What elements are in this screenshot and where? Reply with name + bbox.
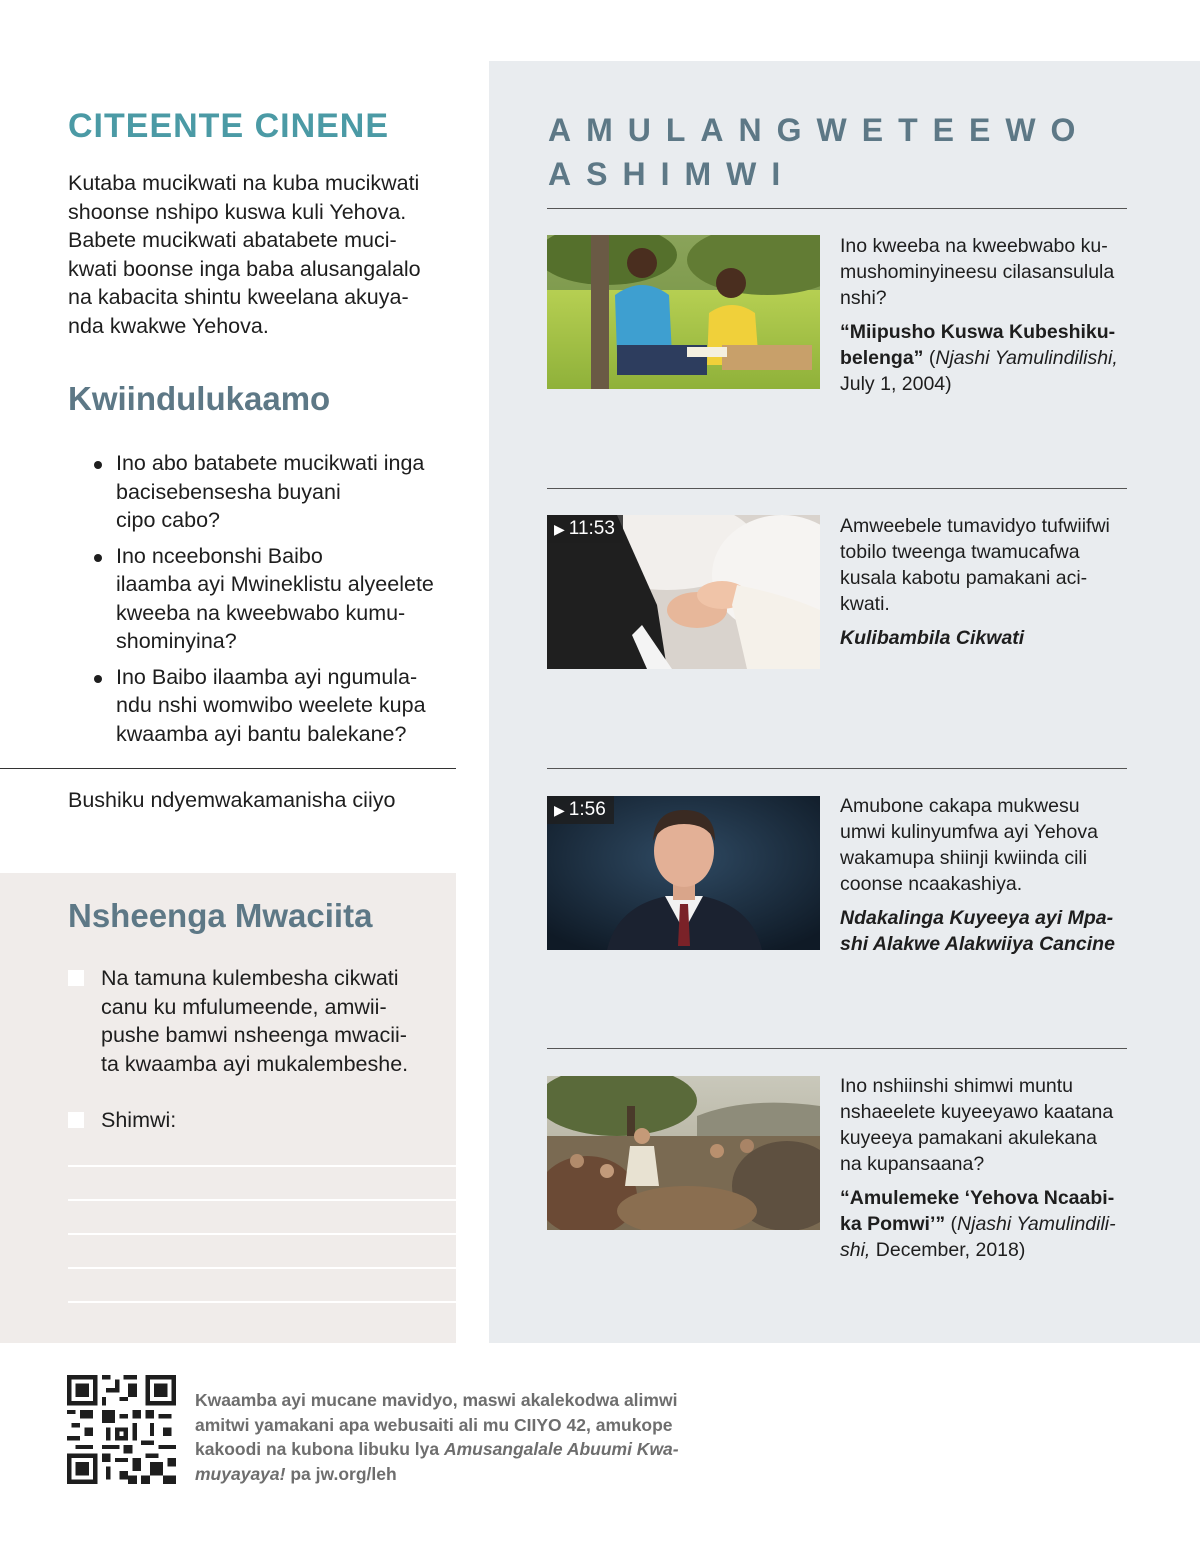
video-duration-badge: ▶ 1:56 — [547, 796, 614, 824]
video-duration-badge: ▶ 11:53 — [547, 515, 623, 543]
question-item: Ino Baibo ilaamba ayi ngumula- ndu nshi womwibo weelete kupa kwaamba ayi bantu balekane? — [94, 663, 456, 749]
play-icon: ▶ — [554, 521, 565, 537]
resource-text: Ino kweeba na kweebwabo ku- mushominyineesu cilasansulula nshi? “Miipusho Kuswa Kubeshiku- belenga” (Njashi Yamulindilishi, July 1, 2004) — [840, 233, 1130, 397]
resource-source[interactable]: “Amulemeke ‘Yehova Ncaabi- ka Pomwi’” (Njashi Yamulindili- shi, December, 2018) — [840, 1187, 1116, 1261]
play-icon: ▶ — [554, 802, 565, 818]
write-line[interactable] — [68, 1199, 456, 1201]
resource-divider — [547, 488, 1127, 489]
checklist-item: Na tamuna kulembesha cikwati canu ku mfulumeende, amwii- pushe bamwi nsheenga mwacii- ta kwaamba ayi mukalembeshe. — [68, 964, 456, 1078]
review-questions — [94, 449, 456, 755]
question-item: Ino abo batabete mucikwati inga bacisebensesha buyani cipo cabo? — [94, 449, 456, 535]
resource-divider — [547, 768, 1127, 769]
checkbox[interactable] — [68, 1112, 84, 1128]
write-line[interactable] — [68, 1301, 456, 1303]
resource-text: Amweebele tumavidyo tufwiifwi tobilo tweenga twamucafwa kusala kabotu pamakani aci- kwati. Kulibambila Cikwati — [840, 513, 1130, 651]
section-divider — [0, 768, 456, 769]
checkbox[interactable] — [68, 970, 84, 986]
main-column — [0, 0, 456, 1343]
review-heading: Kwiindulukaamo — [68, 380, 331, 417]
completion-date-label: Bushiku ndyemwakamanisha ciiyo — [68, 788, 396, 812]
resource-text: Amubone cakapa mukwesu umwi kulinyumfwa ayi Yehova wakamupa shiinji kwiinda cili coonse ncaakashiya. Ndakalinga Kuyeeya ayi Mpa- shi Alakwe Alakwiiya Cancine — [840, 793, 1130, 957]
intro-paragraph: Kutaba mucikwati na kuba mucikwati shoonse nshipo kuswa kuli Yehova. Babete mucikwati abatabete muci- kwati boonse inga baba alusangalalo na kabacita shintu kweelana akuya- nda kwakwe Yehova. — [68, 171, 421, 338]
footer-note: Kwaamba ayi mucane mavidyo, maswi akalekodwa alimwi amitwi yamakani apa webusaiti ali mu CIIYO 42, amukope kakoodi na kubona libuku lya Amusangalale Abuumi Kwa- muyayaya! pa jw.org/leh — [195, 1390, 679, 1484]
man-portrait-video[interactable] — [547, 796, 820, 950]
resource-source[interactable]: Kulibambila Cikwati — [840, 627, 1025, 649]
resource-source[interactable]: “Miipusho Kuswa Kubeshiku- belenga” (Njashi Yamulindilishi, July 1, 2004) — [840, 321, 1118, 395]
main-title: CITEENTE CINENE — [68, 107, 390, 145]
resource-divider — [547, 1048, 1127, 1049]
write-line[interactable] — [68, 1267, 456, 1269]
resource-divider — [547, 208, 1127, 209]
write-line[interactable] — [68, 1233, 456, 1235]
footer-link[interactable]: pa jw.org/leh — [290, 1463, 397, 1484]
resource-source[interactable]: Ndakalinga Kuyeeya ayi Mpa- shi Alakwe Alakwiiya Cancine — [840, 907, 1115, 955]
qr-code-icon[interactable] — [67, 1375, 176, 1484]
wedding-hands-video[interactable] — [547, 515, 820, 669]
write-line[interactable] — [68, 1165, 456, 1167]
try-this-heading: Nsheenga Mwaciita — [68, 897, 373, 934]
jesus-teaching-crowd-painting[interactable] — [547, 1076, 820, 1230]
resource-text: Ino nshiinshi shimwi muntu nshaeelete kuyeeyawo kaatana kuyeeya pamakani akulekana na kupansaana? “Amulemeke ‘Yehova Ncaabi- ka Pomwi’” (Njashi Yamulindili- shi, December, 2018) — [840, 1073, 1130, 1263]
resources-title: AMULANGWETEEWO ASHIMWI — [548, 112, 1091, 192]
checklist-item-other: Shimwi: — [68, 1106, 456, 1135]
question-item: Ino nceebonshi Baibo ilaamba ayi Mwineklistu alyeelete kweeba na kweebwabo kumu- shominyina? — [94, 542, 456, 656]
couple-studying-photo[interactable] — [547, 235, 820, 389]
